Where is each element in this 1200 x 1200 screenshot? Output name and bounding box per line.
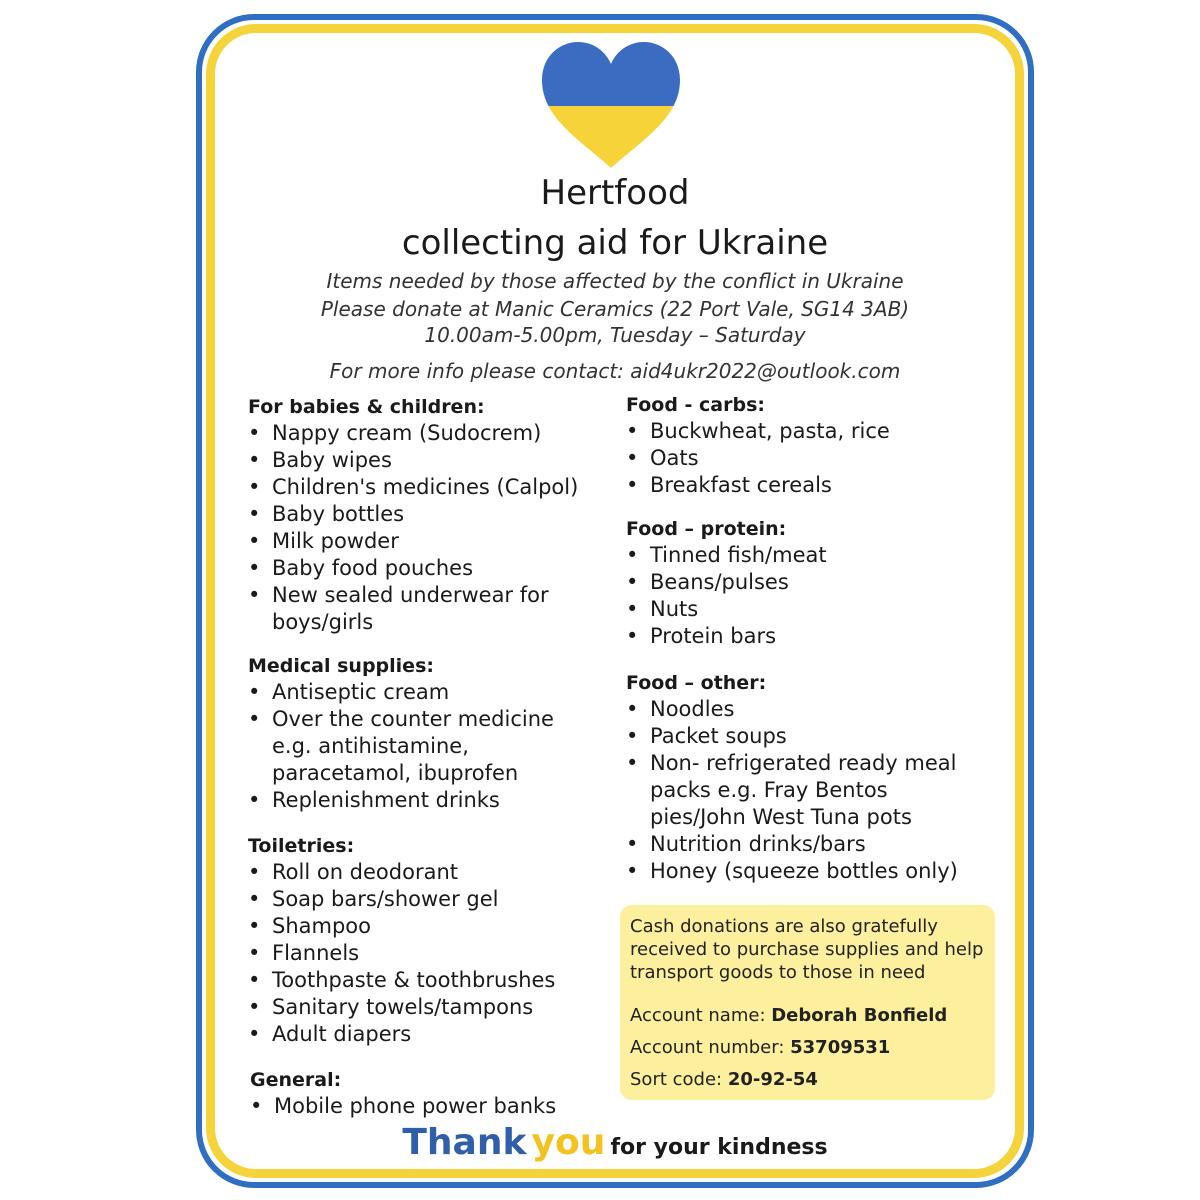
- title-line-1: Hertfood: [540, 173, 690, 213]
- account-name-value: Deborah Bonfield: [771, 1005, 948, 1026]
- list-item: • Tinned fish/meat: [626, 542, 996, 569]
- list-item: • Protein bars: [626, 623, 996, 650]
- list-item: • Oats: [626, 445, 996, 472]
- list-item: • New sealed underwear for boys/girls: [248, 582, 572, 636]
- list-item: • Baby wipes: [248, 447, 608, 474]
- list-item: • Buckwheat, pasta, rice: [626, 418, 996, 445]
- toiletries-section: [248, 833, 588, 1048]
- list-item: • Breakfast cereals: [626, 472, 996, 499]
- list-item: • Roll on deodorant: [248, 859, 588, 886]
- list-item: • Nappy cream (Sudocrem): [248, 420, 608, 447]
- list-item: • Beans/pulses: [626, 569, 996, 596]
- babies-section: [248, 394, 608, 636]
- sort-code-label: Sort code:: [630, 1069, 728, 1090]
- ukraine-heart-icon: [540, 40, 682, 170]
- list-item: • Noodles: [626, 696, 996, 723]
- kindness-text: for your kindness: [610, 1135, 828, 1160]
- list-item: • Milk powder: [248, 528, 608, 555]
- account-name-row: [630, 1000, 985, 1032]
- list-item: • Baby food pouches: [248, 555, 608, 582]
- subtitle-line-3: 10.00am-5.00pm, Tuesday – Saturday: [424, 323, 806, 347]
- account-number-value: 53709531: [790, 1037, 891, 1058]
- carbs-list: [626, 418, 996, 499]
- sort-code-value: 20-92-54: [727, 1069, 818, 1090]
- section-heading: Food - carbs:: [626, 394, 765, 416]
- subtitle-line-1: Items needed by those affected by the conflict in Ukraine: [326, 269, 904, 293]
- section-heading: General:: [250, 1069, 342, 1091]
- medical-section: [248, 653, 588, 814]
- cash-donation-box: [620, 905, 995, 1100]
- list-item: • Non- refrigerated ready meal packs e.g. Fray Bentos pies/John West Tuna pots: [626, 750, 980, 831]
- list-item: • Nutrition drinks/bars: [626, 831, 996, 858]
- list-item: • Adult diapers: [248, 1021, 588, 1048]
- cash-donation-text: Cash donations are also gratefully received to purchase supplies and help transport goods to those in need: [630, 916, 984, 983]
- carbs-section: [626, 392, 996, 499]
- general-list: [250, 1093, 610, 1120]
- other-list: [626, 696, 996, 885]
- account-number-row: [630, 1032, 985, 1064]
- you-word: you: [531, 1122, 606, 1163]
- account-name-label: Account name:: [630, 1005, 772, 1026]
- sort-code-row: [630, 1064, 985, 1096]
- other-section: [626, 670, 996, 885]
- subtitle-line-2: Please donate at Manic Ceramics (22 Port Vale, SG14 3AB): [320, 297, 910, 321]
- account-number-label: Account number:: [630, 1037, 791, 1058]
- list-item: • Shampoo: [248, 913, 588, 940]
- section-heading: Food – protein:: [626, 518, 787, 540]
- account-details: [630, 1000, 985, 1096]
- list-item: • Packet soups: [626, 723, 996, 750]
- section-heading: For babies & children:: [248, 396, 485, 418]
- list-item: • Sanitary towels/tampons: [248, 994, 588, 1021]
- list-item: • Mobile phone power banks: [250, 1093, 610, 1120]
- babies-list: [248, 420, 608, 636]
- contact-line: For more info please contact: aid4ukr2022@outlook.com: [329, 359, 901, 383]
- list-item: • Flannels: [248, 940, 588, 967]
- list-item: • Over the counter medicine e.g. antihistamine, paracetamol, ibuprofen: [248, 706, 572, 787]
- list-item: • Replenishment drinks: [248, 787, 588, 814]
- list-item: • Soap bars/shower gel: [248, 886, 588, 913]
- thank-word: Thank: [402, 1122, 527, 1163]
- section-heading: Toiletries:: [248, 835, 355, 857]
- medical-list: [248, 679, 588, 814]
- section-heading: Medical supplies:: [248, 655, 434, 677]
- list-item: • Antiseptic cream: [248, 679, 588, 706]
- toiletries-list: [248, 859, 588, 1048]
- list-item: • Baby bottles: [248, 501, 608, 528]
- list-item: • Honey (squeeze bottles only): [626, 858, 996, 885]
- list-item: • Toothpaste & toothbrushes: [248, 967, 588, 994]
- thank-you-footer: [220, 1122, 1010, 1163]
- protein-section: [626, 516, 996, 650]
- section-heading: Food – other:: [626, 672, 767, 694]
- general-section: [250, 1067, 610, 1120]
- title-line-2: collecting aid for Ukraine: [401, 223, 829, 263]
- list-item: • Children's medicines (Calpol): [248, 474, 608, 501]
- list-item: • Nuts: [626, 596, 996, 623]
- protein-list: [626, 542, 996, 650]
